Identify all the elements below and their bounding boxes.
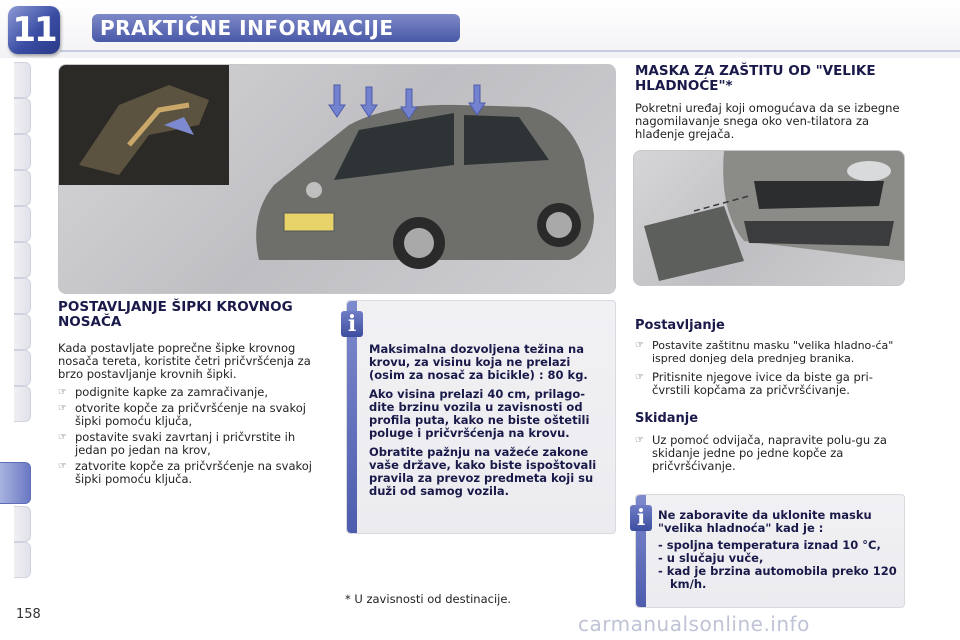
roof-bar-car-illustration	[58, 64, 616, 294]
watermark-text: carmanualsonline.info	[578, 612, 810, 636]
list-item: ☞ podignite kapke za zamračivanje,	[58, 385, 269, 399]
hand-pointer-icon: ☞	[58, 403, 67, 414]
info-item: - spoljna temperatura iznad 10 °C,	[658, 538, 881, 552]
list-item: ☞ Postavite zaštitnu masku "velika hladno-ća" ispred donjeg dela prednjeg branika.	[635, 339, 894, 365]
install-heading: Postavljanje	[635, 318, 725, 333]
info-title: Ne zaboravite da uklonite masku "velika hladnoća" kad je :	[658, 508, 872, 535]
side-tab[interactable]	[14, 506, 31, 542]
list-item: ☞ Uz pomoć odvijača, napravite polu-gu za skidanje jedne po jedne kopče za pričvršćivanje.	[635, 433, 887, 473]
info-icon: i	[630, 505, 652, 531]
info-paragraph: Maksimalna dozvoljena težina na krovu, za visinu koja ne prelazi (osim za nosač za bicikle) : 80 kg.	[369, 342, 588, 382]
chapter-number-badge: 11	[8, 6, 60, 54]
footnote: * U zavisnosti od destinacije.	[345, 592, 512, 606]
side-tab[interactable]	[14, 386, 31, 422]
hand-pointer-icon: ☞	[635, 372, 644, 383]
cold-mask-part	[644, 206, 744, 281]
page-number: 158	[16, 607, 41, 622]
list-item: ☞ postavite svaki zavrtanj i pričvrstite ih jedan po jedan na krov,	[58, 430, 296, 457]
hand-pointer-icon: ☞	[635, 435, 644, 446]
info-box-text	[369, 343, 609, 504]
side-tab-active[interactable]	[0, 462, 31, 504]
header-divider	[60, 50, 960, 52]
cold-mask-info-box	[635, 494, 905, 608]
list-item: ☞ Pritisnite njegove ivice da biste ga pri-čvrstili kopčama za pričvršćivanje.	[635, 370, 873, 397]
side-tab[interactable]	[14, 98, 31, 134]
brand-logo-icon	[306, 182, 322, 198]
info-icon: i	[341, 311, 363, 337]
info-box-text	[658, 509, 898, 591]
hand-pointer-icon: ☞	[58, 387, 67, 398]
side-tab[interactable]	[14, 278, 31, 314]
page-title: PRAKTIČNE INFORMACIJE	[92, 14, 460, 42]
hand-pointer-icon: ☞	[58, 432, 67, 443]
info-item: - kad je brzina automobila preko 120 km/h.	[658, 564, 897, 591]
side-tab[interactable]	[14, 542, 31, 578]
list-item: ☞ otvorite kopče za pričvršćenje na svakoj šipki pomoću ključa,	[58, 401, 306, 428]
roof-load-info-box	[346, 300, 616, 534]
list-item: ☞ zatvorite kopče za pričvršćenje na svakoj šipki pomoću ključa.	[58, 459, 312, 486]
cold-mask-bumper-illustration	[633, 150, 905, 286]
side-tab[interactable]	[14, 242, 31, 278]
cold-mask-section	[635, 64, 903, 141]
section-heading: MASKA ZA ZAŠTITU OD "VELIKE HLADNOĆE"*	[635, 63, 876, 94]
hand-pointer-icon: ☞	[635, 340, 644, 351]
roof-bar-section	[58, 300, 326, 486]
info-item: - u slučaju vuče,	[658, 551, 764, 565]
side-tab[interactable]	[14, 62, 31, 98]
chapter-side-tabs	[0, 62, 34, 592]
info-paragraph: Ako visina prelazi 40 cm, prilago-dite brzinu vozila u zavisnosti od profila puta, kako ne biste oštetili poluge i pričvršćenja na krovu.	[369, 387, 590, 440]
side-tab[interactable]	[14, 314, 31, 350]
remove-heading: Skidanje	[635, 411, 699, 426]
side-tab[interactable]	[14, 134, 31, 170]
car-drawing	[59, 65, 615, 293]
side-tab[interactable]	[14, 170, 31, 206]
hand-pointer-icon: ☞	[58, 461, 67, 472]
bumper-drawing	[634, 151, 904, 285]
section-intro: Kada postavljate poprečne šipke krovnog nosača tereta, koristite četri pričvršćenja za brzo postavljanje krovnih šipki.	[58, 341, 311, 381]
license-plate	[284, 213, 334, 231]
cold-mask-instructions	[635, 318, 903, 473]
info-paragraph: Obratite pažnju na važeće zakone vaše države, kako biste ispoštovali pravila za prevoz predmeta koji su duži od samog vozila.	[369, 445, 597, 498]
side-tab[interactable]	[14, 206, 31, 242]
section-intro: Pokretni uređaj koji omogućava da se izbegne nagomilavanje snega oko ven-tilatora za hlađenje grejača.	[635, 101, 900, 141]
section-heading: POSTAVLJANJE ŠIPKI KROVNOG NOSAČA	[58, 299, 293, 330]
side-tab[interactable]	[14, 350, 31, 386]
